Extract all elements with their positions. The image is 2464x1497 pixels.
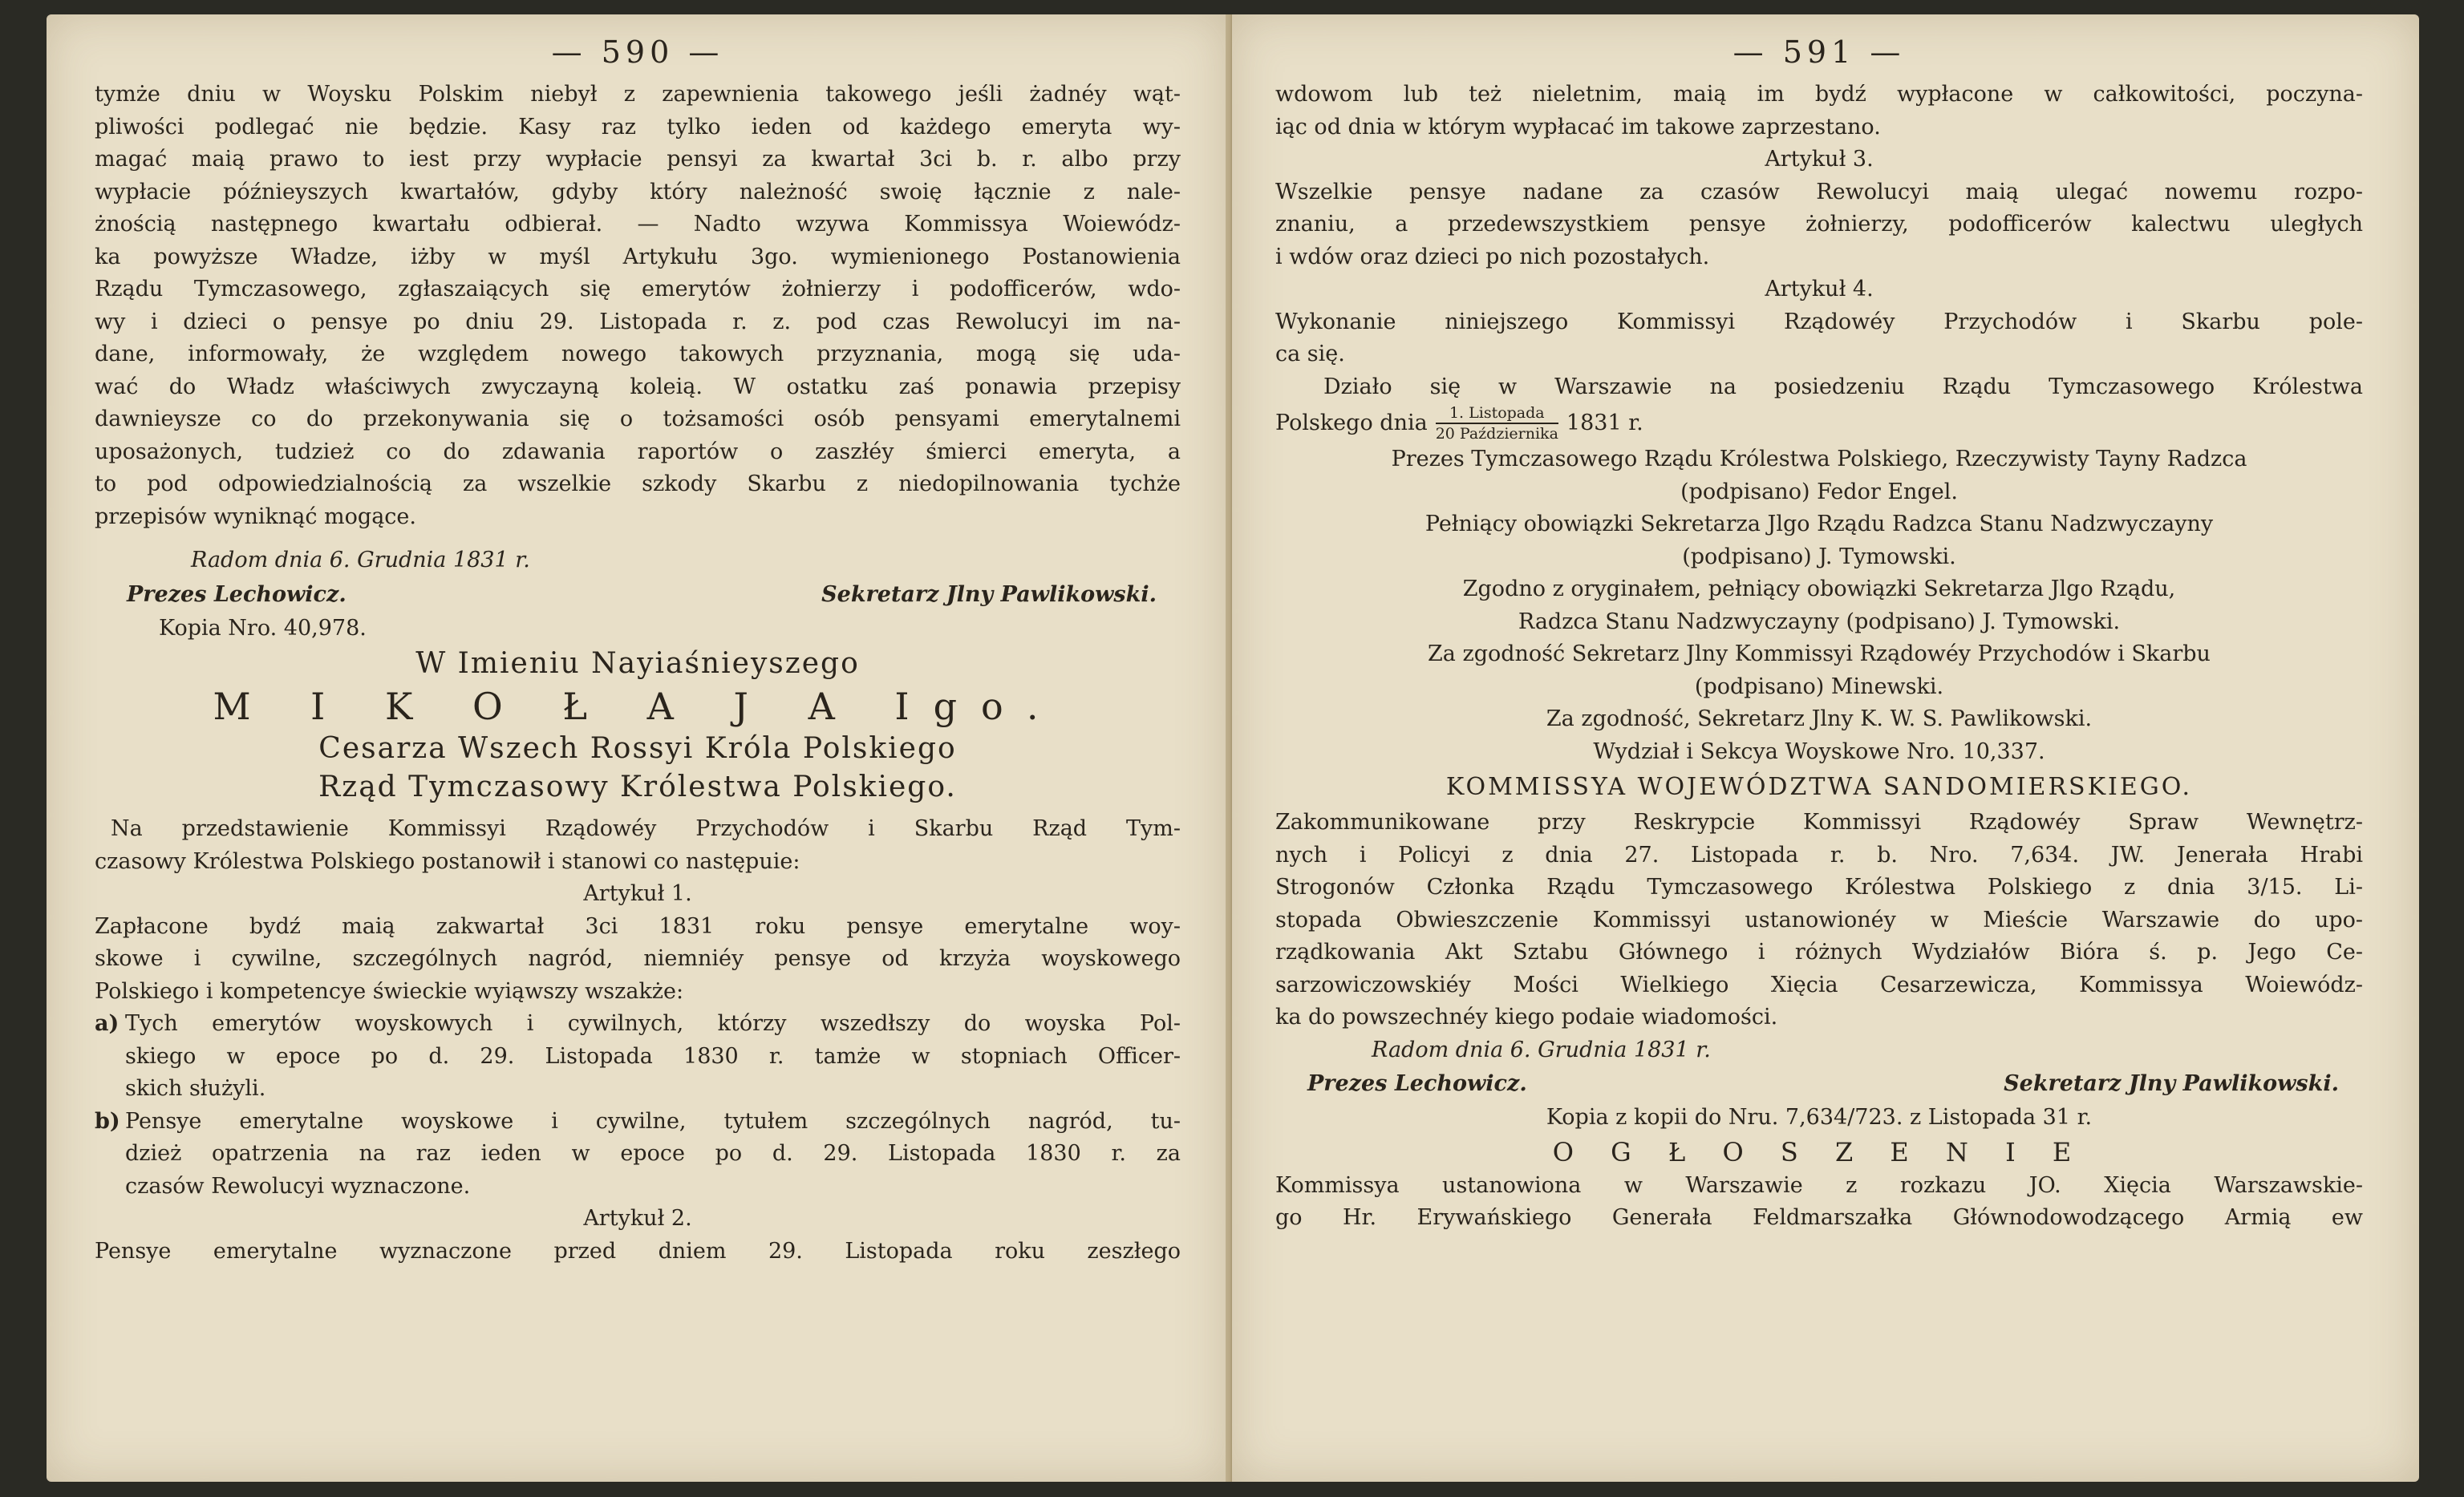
final-line: Kommissya ustanowiona w Warszawie z rozkazu JO. Xięcia Warszawskie- <box>1275 1172 2363 1198</box>
signature-line: (podpisano) Minewski. <box>1694 674 1944 699</box>
zakommunikowane-line: ka do powszechnéy kiego podaie wiadomości. <box>1275 1005 1778 1030</box>
item-b-line: Pensye emerytalne woyskowe i cywilne, tytułem szczególnych nagród, tu- <box>125 1108 1181 1134</box>
intro-line-1: Na przedstawienie Kommissyi Rządowéy Przychodów i Skarbu Rząd Tym- <box>111 816 1181 841</box>
signature-prezes-left: Prezes Lechowicz. <box>127 581 346 607</box>
left-paragraph <box>95 79 1181 533</box>
signature-row-right <box>1275 1066 2363 1102</box>
left-text-line: przepisów wyniknąć mogące. <box>95 504 416 529</box>
signature-line: Radzca Stanu Nadzwyczayny (podpisano) J. Tymowski. <box>1518 609 2121 634</box>
date-fraction <box>1436 403 1558 443</box>
article-3-line: i wdów oraz dzieci po nich pozostałych. <box>1275 244 1710 269</box>
zakommunikowane-line: Strogonów Członka Rządu Tymczasowego Królestwa Polskiego z dnia 3/15. Li- <box>1275 875 2363 900</box>
left-text-line: magać maią prawo to iest przy wypłacie pensyi za kwartał 3ci b. r. albo przy <box>95 147 1181 172</box>
article-1-title: Artykuł 1. <box>583 881 692 906</box>
copy-number: Kopia Nro. 40,978. <box>159 615 367 641</box>
article-4-title: Artykuł 4. <box>1765 277 1874 301</box>
article-2-line: Pensye emerytalne wyznaczone przed dniem 29. Listopada roku zeszłego <box>95 1238 1181 1264</box>
left-text-line: wy i dzieci o pensye po dniu 29. Listopada r. z. pod czas Rewolucyi im na- <box>95 309 1181 334</box>
article-1-line: Zapłacone bydź maią zakwartał 3ci 1831 roku pensye emerytalne woy- <box>95 913 1181 939</box>
list-item-a-label: a) <box>95 1011 120 1036</box>
date-suffix: 1831 r. <box>1566 411 1643 435</box>
signatures-block <box>1275 443 2363 768</box>
final-paragraph <box>1275 1170 2363 1235</box>
zakommunikowane-line: Zakommunikowane przy Reskrypcie Kommissyi Rządowéy Spraw Wewnętrz- <box>1275 810 2363 835</box>
article-4-line: ca się. <box>1275 342 1345 366</box>
article-4-line: Wykonanie niniejszego Kommissyi Rządowéy Przychodów i Skarbu pole- <box>1275 309 2363 334</box>
list-item-b <box>95 1106 1181 1204</box>
article-1-line: skowe i cywilne, szczególnych nagród, niemniéy pensye od krzyża woyskowego <box>95 946 1181 971</box>
list-item-b-text <box>125 1106 1181 1204</box>
zakommunikowane-line: sarzowiczowskiéy Mości Wielkiego Xięcia Cesarzewicza, Kommissya Woiewódz- <box>1275 972 2363 997</box>
signature-line: Wydział i Sekcya Woyskowe Nro. 10,337. <box>1593 738 2045 764</box>
left-text-line: Rządu Tymczasowego, zgłaszaiących się emerytów żołnierzy i podofficerów, wdo- <box>95 277 1181 301</box>
list-item-a <box>95 1008 1181 1106</box>
item-a-line: Tych emerytów woyskowych i cywilnych, którzy wszedłszy do woyska Pol- <box>125 1011 1181 1036</box>
date-line-right: Radom dnia 6. Grudnia 1831 r. <box>1372 1037 1711 1062</box>
article-2-title: Artykuł 2. <box>583 1206 692 1231</box>
article-4-body <box>1275 306 2363 371</box>
left-text-line: wypłacie późnieyszych kwartałów, gdyby który należność swoię łącznie z nale- <box>95 179 1181 204</box>
article-3-line: znaniu, a przedewszystkiem pensye żołnierzy, podofficerów kalectwu uległych <box>1275 212 2363 237</box>
signature-row-left <box>95 577 1181 613</box>
zakommunikowane-line: nych i Policyi z dnia 27. Listopada r. b. Nro. 7,634. JW. Jenerała Hrabi <box>1275 842 2363 868</box>
left-text-line: uposażonych, tudzież co do zdawania raportów o zaszłéy śmierci emeryta, a <box>95 439 1181 464</box>
decree-heading-1: W Imieniu Nayiaśnieyszego <box>415 647 860 680</box>
right-top-paragraph <box>1275 79 2363 144</box>
kommissya-heading: KOMMISSYA WOJEWÓDZTWA SANDOMIERSKIEGO. <box>1445 773 2193 801</box>
signature-line: (podpisano) J. Tymowski. <box>1682 544 1956 569</box>
left-text-line: dane, informowały, że względem nowego takowych przyznania, mogą się uda- <box>95 342 1181 366</box>
intro-line-2: czasowy Królestwa Polskiego postanowił i stanowi co następuie: <box>95 848 800 874</box>
article-3-line: Wszelkie pensye nadane za czasów Rewolucyi maią ulegać nowemu rozpo- <box>1275 179 2363 204</box>
final-line: go Hr. Erywańskiego Generała Feldmarszałka Głównodowodzącego Armią ew <box>1275 1205 2363 1230</box>
ogloszenie-heading: O G Ł O S Z E N I E <box>1552 1136 2086 1167</box>
article-1-body <box>95 911 1181 1009</box>
right-top-line: iąc od dnia w którym wypłacać im takowe zaprzestano. <box>1275 114 1881 140</box>
signature-line: Prezes Tymczasowego Rządu Królestwa Polskiego, Rzeczywisty Tayny Radzca <box>1391 447 2247 471</box>
signature-sekretarz-left: Sekretarz Jlny Pawlikowski. <box>821 581 1157 607</box>
decree-heading-2: M I K O Ł A J A Igo. <box>213 685 1063 728</box>
signature-line: Za zgodność Sekretarz Jlny Kommissyi Rządowéy Przychodów i Skarbu <box>1428 641 2211 666</box>
item-b-line: czasów Rewolucyi wyznaczone. <box>125 1173 471 1199</box>
date-prefix: Polskego dnia <box>1275 411 1428 435</box>
decree-heading-3: Cesarza Wszech Rossyi Króla Polskiego <box>318 732 957 765</box>
zakommunikowane-line: stopada Obwieszczenie Kommissyi ustanowionéy w Mieście Warszawie do upo- <box>1275 907 2363 933</box>
signature-sekretarz-right: Sekretarz Jlny Pawlikowski. <box>2004 1071 2339 1096</box>
signature-line: Zgodno z oryginałem, pełniący obowiązki Sekretarza Jlgo Rządu, <box>1462 577 2176 601</box>
signature-prezes-right: Prezes Lechowicz. <box>1307 1071 1527 1096</box>
right-top-line: wdowom lub też nieletnim, maią im bydź wypłacone w całkowitości, poczyna- <box>1275 82 2363 107</box>
signature-line: Pełniący obowiązki Sekretarza Jlgo Rządu Radzca Stanu Nadzwyczayny <box>1424 512 2214 536</box>
article-1-line: Polskiego i kompetencye świeckie wyiąwszy wszakże: <box>95 978 684 1004</box>
right-page <box>1232 14 2419 1482</box>
left-page <box>47 14 1226 1482</box>
left-text-line: pliwości podlegać nie będzie. Kasy raz tylko ieden od każdego emeryta wy- <box>95 114 1181 140</box>
zakommunikowane-line: rządkowania Akt Sztabu Głównego i różnych Wydziałów Bióra ś. p. Jego Ce- <box>1275 940 2363 965</box>
dzialo-line: Działo się w Warszawie na posiedzeniu Rządu Tymczasowego Królestwa <box>1323 374 2363 399</box>
left-text-line: wać do Władz właściwych zwyczayną koleią. W ostatku zaś ponawia przepisy <box>95 374 1181 399</box>
decree-heading-4: Rząd Tymczasowy Królestwa Polskiego. <box>318 771 957 803</box>
list-item-a-text <box>125 1008 1181 1106</box>
list-item-b-label: b) <box>95 1108 120 1134</box>
date-line-left: Radom dnia 6. Grudnia 1831 r. <box>191 548 530 573</box>
page-number-right: — 591 — <box>1732 34 1906 70</box>
left-text-line: to pod odpowiedzialnością za wszelkie szkody Skarbu z niedopilnowania tychże <box>95 471 1181 496</box>
date-fraction-bottom: 20 Października <box>1435 425 1558 443</box>
item-a-line: skich służyli. <box>125 1076 266 1101</box>
signature-line: (podpisano) Fedor Engel. <box>1680 479 1958 504</box>
page-number-left: — 590 — <box>551 34 724 70</box>
article-3-title: Artykuł 3. <box>1765 147 1874 172</box>
date-fraction-top: 1. Listopada <box>1449 404 1545 422</box>
left-text-line: ka powyższe Władze, iżby w myśl Artykułu 3go. wymienionego Postanowienia <box>95 244 1181 269</box>
zakommunikowane-paragraph <box>1275 807 2363 1034</box>
left-text-line: dawnieysze co do przekonywania się o tożsamości osób pensyami emerytalnemi <box>95 407 1181 431</box>
kopia-line: Kopia z kopii do Nru. 7,634/723. z Listopada 31 r. <box>1546 1105 2093 1130</box>
left-text-line: żnością następnego kwartału odbierał. — Nadto wzywa Kommissya Woiewódz- <box>95 212 1181 237</box>
article-3-body <box>1275 176 2363 274</box>
date-fraction-line <box>1275 403 2363 443</box>
left-text-line: tymże dniu w Woysku Polskim niebył z zapewnienia takowego jeśli żadnéy wąt- <box>95 82 1181 107</box>
item-a-line: skiego w epoce po d. 29. Listopada 1830 r. tamże w stopniach Officer- <box>125 1043 1181 1069</box>
item-b-line: dzież opatrzenia na raz ieden w epoce po d. 29. Listopada 1830 r. za <box>125 1141 1181 1166</box>
signature-line: Za zgodność, Sekretarz Jlny K. W. S. Pawlikowski. <box>1546 706 2093 731</box>
